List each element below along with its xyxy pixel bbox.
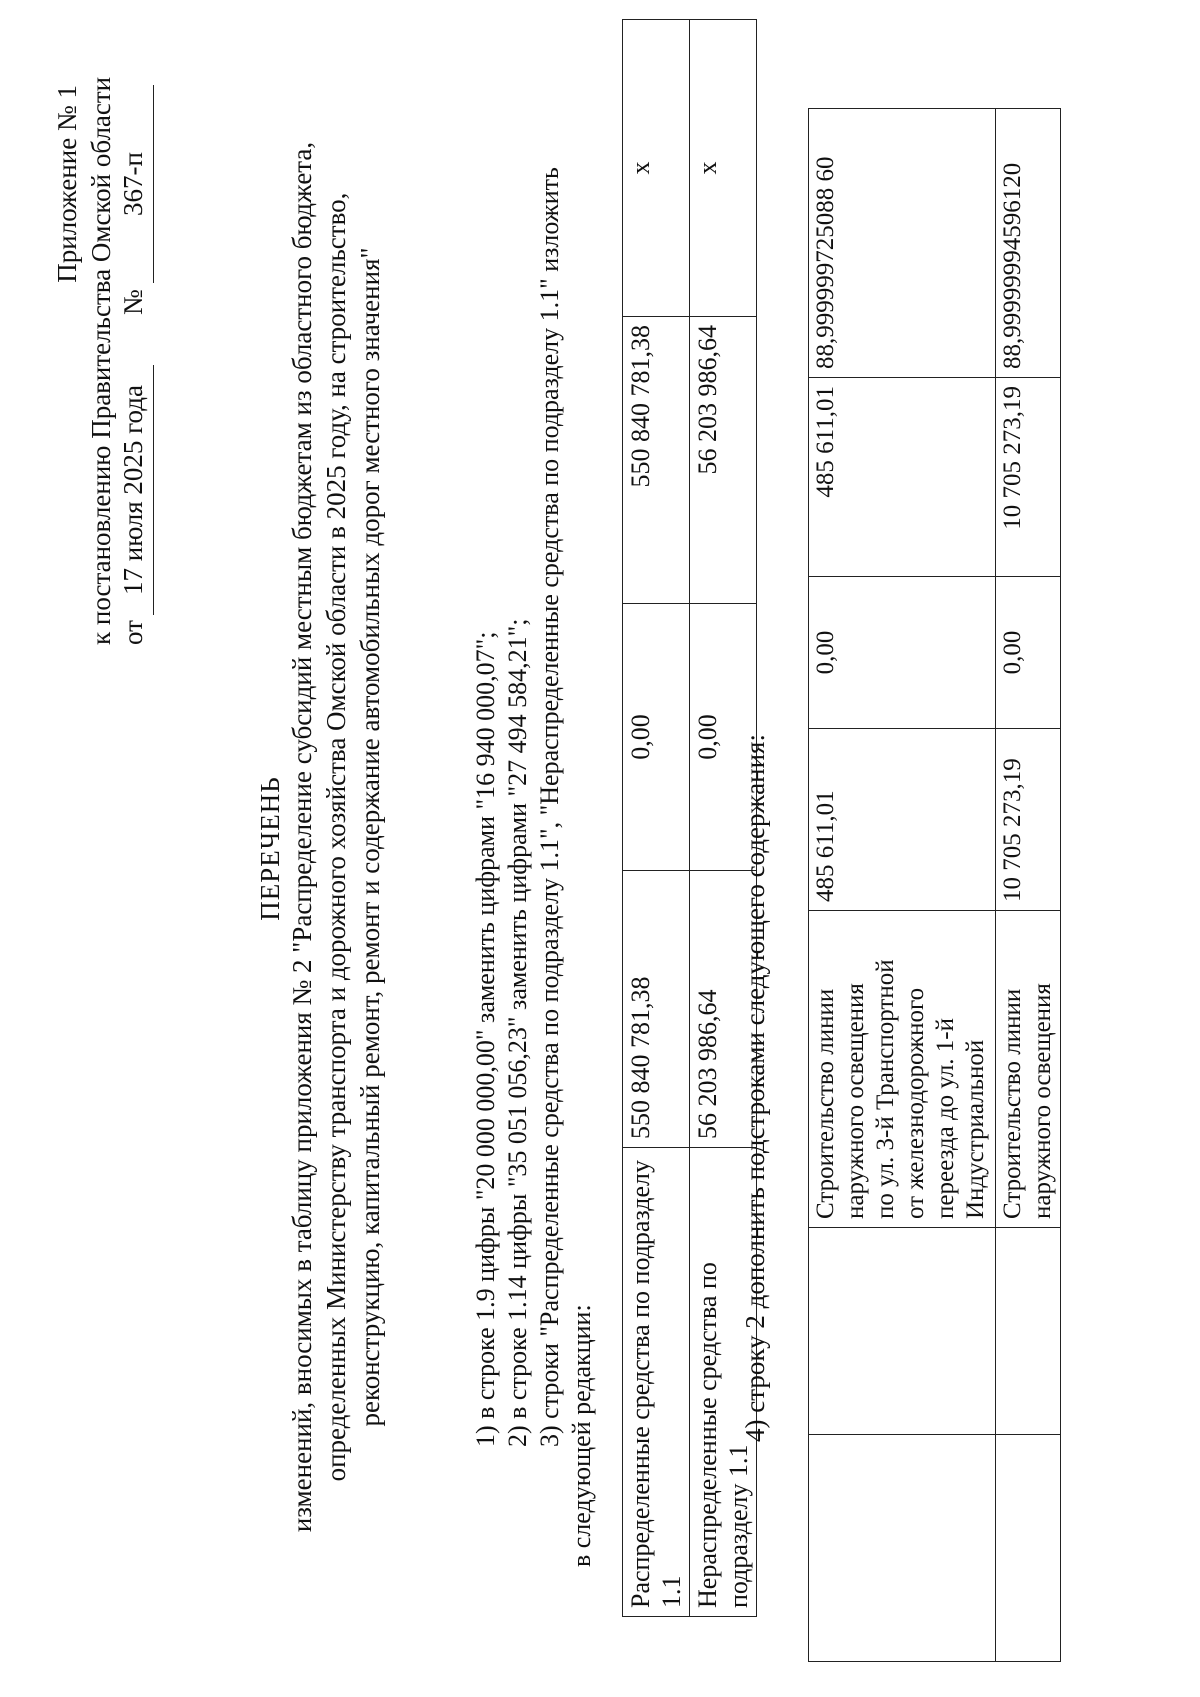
list-item: 4) строку 2 дополнить подстроками следующего содержания: bbox=[740, 734, 770, 1442]
document-intro: изменений, вносимых в таблицу приложения № 2 "Распределение субсидий местным бюджетам из областного бюджета, определенных Министерству транспорта и дорожного хозяйства Омской области в 2025 году, на строительство, реконструкцию, капитальный ремонт, ремонт и содержание автомобильных дорог местного значения" bbox=[287, 141, 385, 1533]
table-cell bbox=[809, 1228, 996, 1435]
resolution-date: 17 июля 2025 года bbox=[118, 385, 148, 595]
number-label: № bbox=[118, 289, 148, 315]
table-cell: 0,00 bbox=[690, 604, 757, 871]
table-cell: 88,999999725088 60 bbox=[809, 109, 996, 378]
document-title: ПЕРЕЧЕНЬ bbox=[255, 776, 285, 921]
lighting-subrows-table bbox=[808, 108, 1061, 1662]
name-line: по ул. 3-й Транспортной bbox=[872, 959, 899, 1219]
table-cell: 0,00 bbox=[809, 577, 996, 729]
name-line: Строительство линии bbox=[812, 988, 839, 1219]
table-cell: х bbox=[623, 20, 690, 317]
table-cell: 0,00 bbox=[623, 604, 690, 871]
name-line: Индустриальной bbox=[962, 1039, 989, 1219]
table-cell: 485 611,01 bbox=[809, 729, 996, 911]
name-line: наружного освещения bbox=[1029, 983, 1056, 1219]
changes-list bbox=[470, 67, 598, 1567]
list-item: 2) в строке 1.14 цифры "35 051 056,23" заменить цифрами "27 494 584,21"; bbox=[503, 618, 532, 1447]
table-row bbox=[809, 109, 996, 1662]
table-cell bbox=[996, 1435, 1061, 1662]
object-name-cell bbox=[996, 911, 1061, 1228]
name-line: от железнодорожного bbox=[902, 987, 929, 1219]
table-row bbox=[996, 109, 1061, 1662]
date-rule bbox=[153, 365, 154, 615]
appendix-header bbox=[50, 76, 154, 645]
object-name-cell bbox=[809, 911, 996, 1228]
list-item: 1) в строке 1.9 цифры "20 000 000,00" заменить цифрами "16 940 000,07"; bbox=[471, 631, 500, 1447]
name-line: переезда до ул. 1-й bbox=[932, 1017, 959, 1219]
table-cell: 550 840 781,38 bbox=[623, 871, 690, 1148]
table-cell: 56 203 986,64 bbox=[690, 871, 757, 1148]
name-line: Строительство линии bbox=[999, 988, 1026, 1219]
resolution-number: 367-п bbox=[118, 152, 148, 216]
table-cell: 485 611,01 bbox=[809, 378, 996, 577]
table-cell bbox=[809, 1435, 996, 1662]
number-rule bbox=[153, 85, 154, 283]
from-label: от bbox=[118, 620, 148, 645]
resolution-reference: к постановлению Правительства Омской области bbox=[86, 76, 116, 645]
signature-line bbox=[118, 85, 154, 645]
table-cell: 10 705 273,19 bbox=[996, 729, 1061, 911]
list-item-continuation: в следующей редакции: bbox=[567, 1304, 596, 1567]
table-cell: 550 840 781,38 bbox=[623, 317, 690, 604]
list-item: 3) строки "Распределенные средства по подразделу 1.1", "Нераспределенные средства по подразделу 1.1" изложить bbox=[535, 167, 564, 1447]
table-cell: 88,99999994596120 bbox=[996, 109, 1061, 378]
name-line: наружного освещения bbox=[842, 983, 869, 1219]
table-cell: х bbox=[690, 20, 757, 317]
table-cell: Распределенные средства по подразделу 1.1 bbox=[623, 1148, 690, 1617]
table-cell bbox=[996, 1228, 1061, 1435]
subsection-totals-table bbox=[622, 19, 757, 1617]
table-cell: 10 705 273,19 bbox=[996, 378, 1061, 577]
table-cell: Нераспределенные средства по подразделу 1.1 bbox=[690, 1148, 757, 1617]
table-cell: 0,00 bbox=[996, 577, 1061, 729]
table-cell: 56 203 986,64 bbox=[690, 317, 757, 604]
table-row bbox=[623, 20, 690, 1617]
appendix-number: Приложение № 1 bbox=[52, 85, 82, 283]
